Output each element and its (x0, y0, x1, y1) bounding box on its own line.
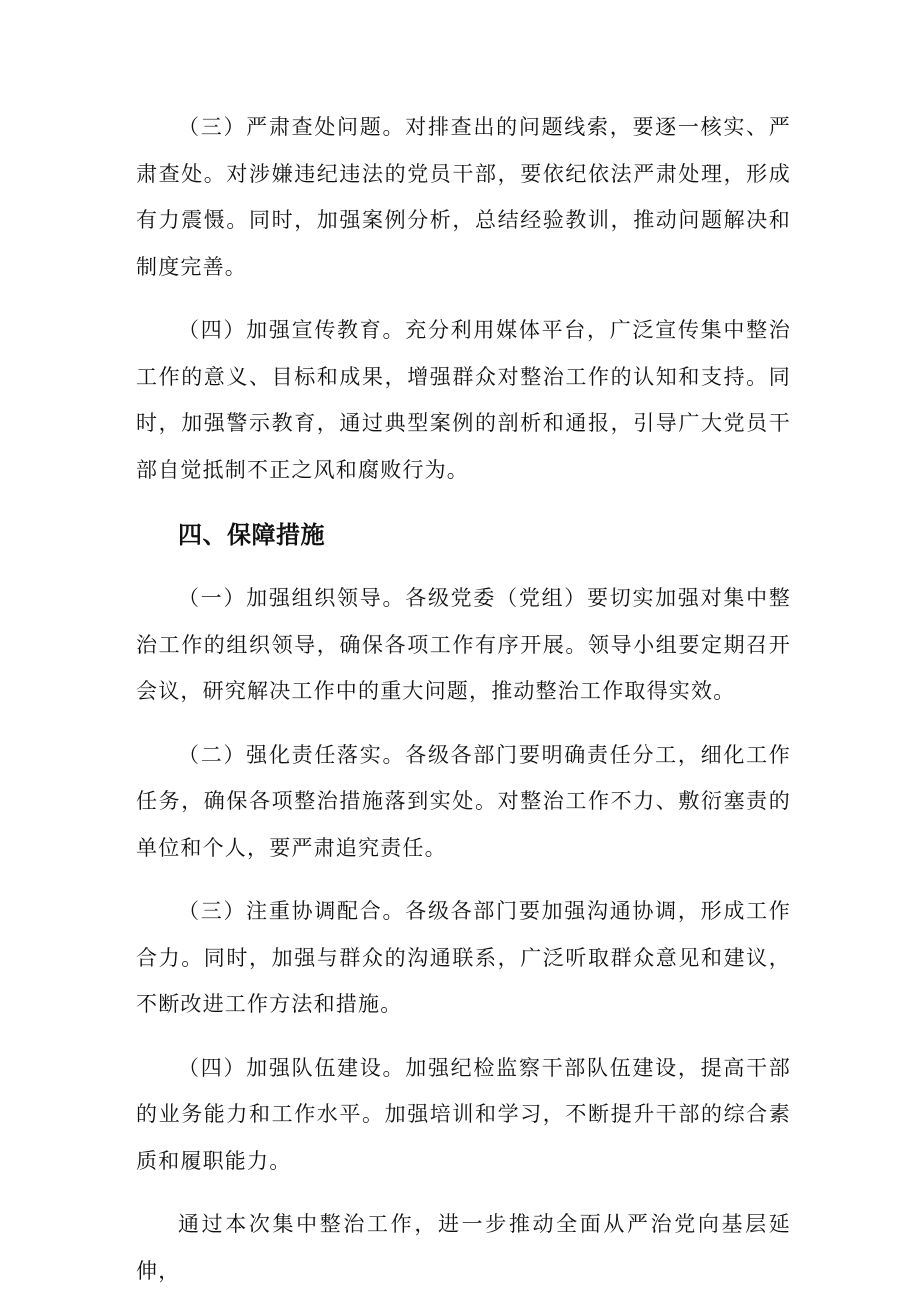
paragraph-publicity-education: （四）加强宣传教育。充分利用媒体平台，广泛宣传集中整治工作的意义、目标和成果，增强群众对整治工作的认知和支持。同时，加强警示教育，通过典型案例的剖析和通报，引导广大党员干部自觉抵制不正之风和腐败行为。 (136, 318, 791, 482)
paragraph-spacer (136, 558, 791, 575)
section-heading-safeguards: 四、保障措施 (178, 521, 325, 549)
paragraph-spacer (136, 493, 791, 512)
paragraph-closing: 通过本次集中整治工作，进一步推动全面从严治党向基层延伸， (136, 1212, 791, 1283)
paragraph-spacer (136, 1028, 791, 1045)
paragraph-responsibility: （二）强化责任落实。各级各部门要明确责任分工，细化工作任务，确保各项整治措施落到实处。对整治工作不力、敷衍塞责的单位和个人，要严肃追究责任。 (136, 742, 791, 860)
paragraph-strict-investigation: （三）严肃查处问题。对排查出的问题线索，要逐一核实、严肃查处。对涉嫌违纪违法的党员干部，要依纪依法严肃处理，形成有力震慑。同时，加强案例分析，总结经验教训，推动问题解决和制度完善。 (136, 115, 791, 279)
paragraph-spacer (136, 871, 791, 888)
paragraph-spacer (136, 290, 791, 307)
paragraph-spacer (136, 1184, 791, 1201)
paragraph-spacer (136, 715, 791, 732)
paragraph-team-building: （四）加强队伍建设。加强纪检监察干部队伍建设，提高干部的业务能力和工作水平。加强培训和学习，不断提升干部的综合素质和履职能力。 (136, 1055, 791, 1173)
document-body (136, 104, 791, 1294)
paragraph-organizational-leadership: （一）加强组织领导。各级党委（党组）要切实加强对集中整治工作的组织领导，确保各项工作有序开展。领导小组要定期召开会议，研究解决工作中的重大问题，推动整治工作取得实效。 (136, 586, 791, 703)
paragraph-coordination: （三）注重协调配合。各级各部门要加强沟通协调，形成工作合力。同时，加强与群众的沟通联系，广泛听取群众意见和建议，不断改进工作方法和措施。 (136, 899, 791, 1016)
